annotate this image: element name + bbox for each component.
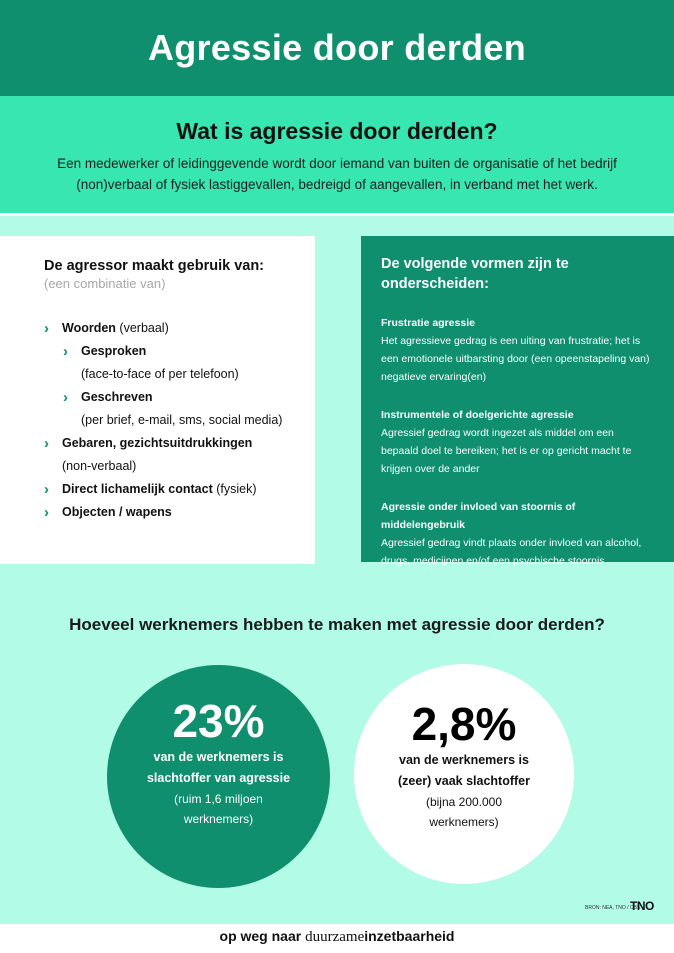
chevron-right-icon: › bbox=[63, 389, 68, 406]
stat-value: 2,8% bbox=[411, 698, 517, 750]
item-label: Geschreven bbox=[81, 390, 153, 404]
vorm-text: Agressief gedrag wordt ingezet als middel om een bepaald doel te bereiken; het is er op gericht macht te krijgen over de ander bbox=[381, 427, 632, 475]
tno-logo: TNO bbox=[630, 899, 654, 913]
chevron-right-icon: › bbox=[44, 481, 49, 498]
vorm-title: Agressie onder invloed van stoornis of middelengebruik bbox=[381, 501, 576, 531]
item-label: Gebaren, gezichtsuitdrukkingen bbox=[62, 436, 253, 450]
agressor-card bbox=[0, 236, 315, 564]
page-title: Agressie door derden bbox=[147, 27, 527, 68]
agressor-subtitle: (een combinatie van) bbox=[44, 276, 166, 291]
item-label: Gesproken bbox=[81, 344, 147, 358]
chevron-right-icon: › bbox=[44, 435, 49, 452]
item-note: (per brief, e-mail, sms, social media) bbox=[81, 413, 283, 427]
list-item-contact bbox=[44, 478, 315, 501]
vorm-title: Instrumentele of doelgerichte agressie bbox=[381, 409, 574, 421]
vorm-title: Frustratie agressie bbox=[381, 317, 475, 329]
agressor-title: De agressor maakt gebruik van: bbox=[44, 258, 265, 274]
item-note: (face-to-face of per telefoon) bbox=[81, 367, 239, 381]
list-item-geschreven bbox=[44, 386, 315, 409]
footer-tagline bbox=[0, 924, 674, 953]
chevron-right-icon: › bbox=[44, 504, 49, 521]
stat-line: (zeer) vaak slachtoffer bbox=[397, 774, 530, 788]
stat-line: (ruim 1,6 miljoen bbox=[174, 792, 263, 806]
intro-title: Wat is agressie door derden? bbox=[176, 118, 498, 144]
chevron-right-icon: › bbox=[63, 343, 68, 360]
stat-line: slachtoffer van agressie bbox=[146, 771, 291, 785]
vorm-block bbox=[381, 498, 654, 570]
stat-line: van de werknemers is bbox=[153, 750, 284, 764]
vorm-text: Het agressieve gedrag is een uiting van frustratie; het is een emotionele uitbarsting door (een opeenstapeling van) negatieve ervaring(en) bbox=[381, 335, 650, 383]
vorm-block bbox=[381, 406, 654, 478]
intro-text: Een medewerker of leidinggevende wordt door iemand van buiten de organisatie of het bedrijf (non)verbaal of fysiek lastiggevallen, bedreigd of aangevallen, in verband met het werk. bbox=[57, 156, 617, 192]
footer-part2: duurzame bbox=[305, 929, 365, 945]
vormen-card bbox=[361, 236, 674, 567]
header-banner bbox=[0, 0, 674, 96]
list-item-woorden bbox=[44, 317, 315, 340]
agressor-list bbox=[44, 317, 315, 524]
item-note: (fysiek) bbox=[212, 482, 257, 496]
item-note: (non-verbaal) bbox=[62, 459, 137, 473]
source-note: BRON: NEA, TNO / CBS bbox=[585, 905, 641, 911]
list-item-gebaren bbox=[44, 432, 315, 455]
intro-section bbox=[0, 96, 674, 213]
stat-line: van de werknemers is bbox=[399, 753, 529, 767]
chevron-right-icon: › bbox=[44, 320, 49, 337]
stat-value: 23% bbox=[172, 695, 265, 747]
list-item-gesproken bbox=[44, 340, 315, 363]
stat-line: (bijna 200.000 bbox=[425, 795, 503, 809]
vorm-block bbox=[381, 314, 654, 386]
stat-circle-frequent bbox=[354, 664, 574, 884]
stats-question: Hoeveel werknemers hebben te maken met agressie door derden? bbox=[69, 615, 605, 634]
stat-line: werknemers) bbox=[429, 815, 499, 829]
vorm-text: Agressief gedrag vindt plaats onder invloed van alcohol, drugs, medicijnen en/of een psychische stoornis bbox=[381, 537, 642, 567]
item-label: Direct lichamelijk contact bbox=[62, 482, 213, 496]
item-label: Woorden bbox=[62, 321, 116, 335]
item-label: Objecten / wapens bbox=[62, 505, 172, 519]
footer-part1: op weg naar bbox=[219, 928, 306, 944]
stat-line: werknemers) bbox=[183, 812, 254, 826]
vormen-title: De volgende vormen zijn te onderscheiden: bbox=[381, 256, 569, 292]
list-item-objecten bbox=[44, 501, 315, 524]
item-note: (verbaal) bbox=[115, 321, 169, 335]
footer-part3: inzetbaarheid bbox=[364, 928, 455, 944]
stat-circle-victims bbox=[107, 665, 330, 888]
